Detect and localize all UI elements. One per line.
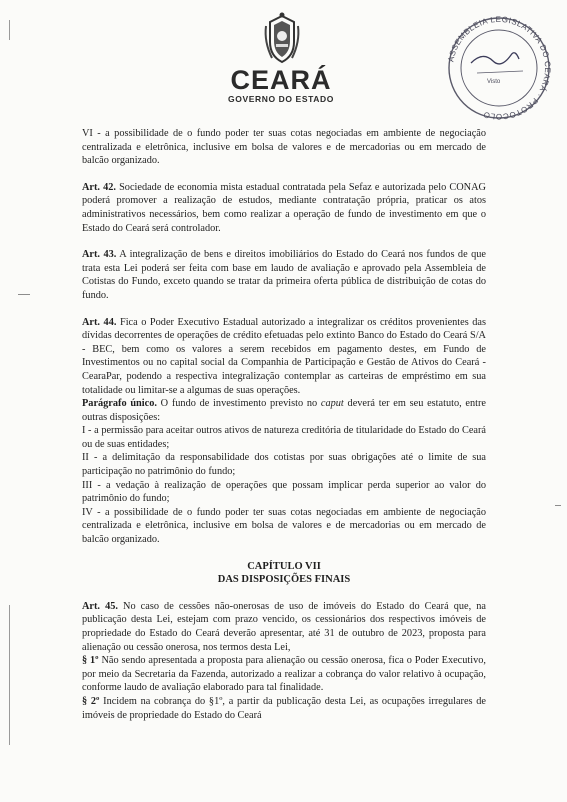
article-43-label: Art. 43.: [82, 249, 117, 261]
article-42: [82, 181, 486, 235]
scan-mark: [555, 505, 561, 506]
protocol-stamp-icon: [443, 15, 555, 121]
chapter-title: CAPÍTULO VII: [247, 560, 321, 572]
inciso-iii: III - a vedação à realização de operações que possam implicar perda superior ao valor do patrimônio do fundo;: [82, 479, 486, 505]
article-43: [82, 248, 486, 302]
government-logo: [210, 66, 352, 104]
paragraph-1-text: Não sendo apresentada a proposta para alienação ou cessão onerosa, fica o Poder Executivo, por meio da Secretaria da Fazenda, autorizado a realizar a cobrança do valor relativo à ocupação, conforme laudo de avaliação elaborado para tal finalidade.: [82, 655, 486, 694]
paragraph-2-label: § 2º: [82, 695, 100, 707]
article-44: [82, 316, 486, 398]
state-crest-icon: [262, 12, 302, 68]
chapter-subtitle: DAS DISPOSIÇÕES FINAIS: [217, 574, 351, 586]
paragraph-2-text: Incidem na cobrança do §1º, a partir da publicação desta Lei, as ocupações irregulares de imóveis de propriedade do Estado do Ceará: [82, 695, 486, 721]
article-43-text: A integralização de bens e direitos imobiliários do Estado do Ceará nos fundos de que trata esta Lei poderá ser feita com base em laudo de avaliação e aprovado pela Assembleia de Cotistas do Fundo, exceto quando se tratar da primeira oferta pública de distribuição de cotas do fundo.: [82, 249, 486, 301]
stamp-visto: Visto: [487, 79, 501, 85]
paragrafo-unico: [82, 397, 486, 424]
svg-text:ASSEMBLEIA LEGISLATIVA DO CEAR: [446, 15, 552, 121]
paragrafo-unico-text-1: O fundo de investimento previsto no: [156, 398, 321, 410]
paragraph-1: [82, 654, 486, 695]
scan-mark: [9, 605, 10, 745]
article-42-text: Sociedade de economia mista estadual contratada pela Sefaz e autorizada pelo CONAG poderá promover a realização de estudos, mediante contratação própria, praticar os atos administrativos necessários, bem como realizar a operação de fundo de investimento em que o Estado do Ceará será controlador.: [82, 181, 486, 234]
paragraph-1-label: § 1º: [82, 655, 99, 667]
paragraph-2: [82, 695, 486, 722]
scan-mark: [18, 294, 30, 295]
inciso-iv: IV - a possibilidade de o fundo poder ter suas cotas negociadas em ambiente de negociação centralizada e eletrônica, inclusive em bolsa de valores e de mercadorias ou em mercado de balcão organizado.: [82, 506, 486, 546]
brand-subtitle: GOVERNO DO ESTADO: [228, 94, 334, 104]
article-45-label: Art. 45.: [82, 600, 118, 612]
inciso-vi-previous: VI - a possibilidade de o fundo poder ter suas cotas negociadas em ambiente de negociação centralizada e eletrônica, inclusive em bolsa de valores e de mercadorias ou em mercado de balcão organizado.: [82, 128, 486, 167]
article-44-label: Art. 44.: [82, 316, 117, 328]
inciso-ii: II - a delimitação da responsabilidade dos cotistas por suas obrigações até o limite de sua participação no patrimônio do fundo;: [82, 452, 486, 478]
paragrafo-unico-text-2: deverá ter em seu estatuto, entre outras disposições:: [82, 398, 486, 423]
inciso-i: I - a permissão para aceitar outros ativos de natureza creditória de titularidade do Estado do Ceará ou de suas entidades;: [82, 425, 486, 450]
paragrafo-unico-label: Parágrafo único.: [82, 398, 157, 410]
article-45: [82, 600, 486, 654]
stamp-ring-text: ASSEMBLEIA LEGISLATIVA DO CEARÁ · PROTOCOLO: [446, 15, 553, 121]
document-body: [82, 127, 486, 722]
article-44-text: Fica o Poder Executivo Estadual autorizado a integralizar os créditos provenientes das dívidas decorrentes de operações de crédito efetuadas pelo extinto Banco do Estado do Ceará S/A - BEC, bem como os valores a serem recebidos em pagamento destes, em Fundo de Investimentos ou no capital social da Companhia de Participação e Gestão de Ativos do Ceará - CearaPar, podendo a respectiva integralização contemplar as carteiras de empréstimo em sua totalidade ou limitar-se a algumas de suas operações.: [82, 316, 486, 396]
scan-mark: [9, 20, 10, 40]
article-45-text: No caso de cessões não-onerosas de uso de imóveis do Estado do Ceará que, na publicação desta Lei, estejam com prazo vencido, os cessionários dos respectivos imóveis de propriedade do Estado do Ceará deverão apresentar, até 31 de outubro de 2023, proposta para alienação ou cessão onerosa, nos termos desta Lei,: [82, 600, 486, 653]
brand-title: CEARÁ: [230, 65, 332, 95]
article-42-label: Art. 42.: [82, 181, 116, 193]
paragrafo-unico-caput: caput: [320, 398, 344, 410]
